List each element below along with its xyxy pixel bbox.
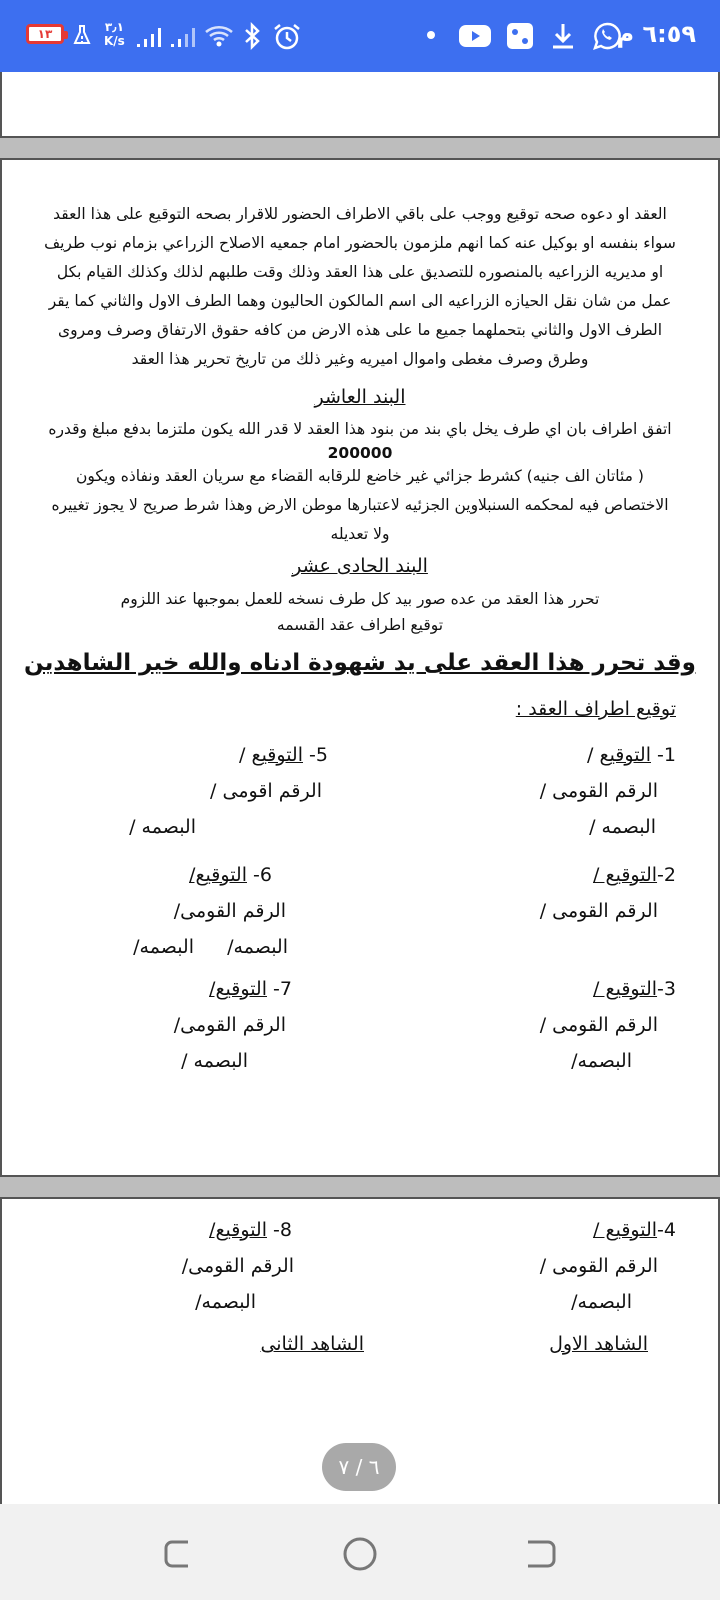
clause-10-text: اتفق اطراف بان اي طرف يخل باي بند من بنود هذا العقد لا قدر الله يكون ملتزما بدفع مبلغ وقدره xyxy=(48,420,672,438)
sig1-number: 1- xyxy=(657,744,676,766)
signature-3 xyxy=(593,978,676,1000)
signature-8 xyxy=(209,1219,292,1241)
sig4-number: 4- xyxy=(657,1219,676,1241)
signatures-title: توقيع اطراف العقد : xyxy=(515,698,676,720)
bluetooth-icon xyxy=(242,22,264,50)
signature-5 xyxy=(239,744,328,766)
sig5-number: 5- xyxy=(309,744,328,766)
sig4-label: التوقيع / xyxy=(593,1219,658,1241)
first-witness: الشاهد الاول xyxy=(549,1333,648,1355)
youtube-icon xyxy=(458,22,492,50)
wifi-icon xyxy=(204,24,236,48)
sig8-label: التوقيع/ xyxy=(209,1219,267,1241)
sig7-label: التوقيع/ xyxy=(209,978,267,1000)
page-indicator: ٦ / ٧ xyxy=(322,1443,396,1491)
sig4-national-id: الرقم القومى / xyxy=(539,1255,658,1277)
clock: ٦:٥٩ م xyxy=(616,20,696,48)
sig7-national-id: الرقم القومى/ xyxy=(173,1014,286,1036)
battery-icon xyxy=(26,24,64,44)
sig6-fingerprint-2: البصمه/ xyxy=(133,936,194,958)
sig5-national-id: الرقم اقومى / xyxy=(210,780,322,802)
clause-10-continuation: ( مئاتان الف جنيه) كشرط جزائي غير خاضع للرقابه القضاء مع سريان العقد ونفاذه ويكون الاختصاص فيه لمحكمه السنبلاوين الجزئيه لاعتبارها موطن الارض وهذا شرط صريح لا يجوز تغييره ولا تعديله xyxy=(51,467,669,543)
signal-icon-2 xyxy=(170,26,198,48)
sig6-label: التوقيع/ xyxy=(189,864,247,886)
recents-icon[interactable] xyxy=(160,1534,200,1574)
contract-paragraph: العقد او دعوه صحه توقيع ووجب على باقي الاطراف الحضور للاقرار بصحه التوقيع على هذا العقد سواء بنفسه او بوكيل عنه كما انهم ملزمون بالحضور امام جمعيه الاصلاح الزراعي بزمام نوب طريف او مديريه الزراعيه بالمنصوره للتصديق على هذا العقد وذلك وقت طلبهم لذلك وكذلك القيام بكل عمل من شان نقل الحيازه الزراعيه الى اسم المالكون الحاليون وهما الطرف الاول والثاني كما يقر الطرف الاول والثاني بتحملهما جميع ما على هذه الارض من كافه حقوق الارتفاق وصرف ومروى وطرق وصرف مغطى واموال اميريه وغير ذلك من تاريخ تحرير هذا العقد xyxy=(44,205,676,368)
dot-icon xyxy=(426,30,436,40)
sig3-fingerprint: البصمه/ xyxy=(571,1050,632,1072)
document-page-5 xyxy=(0,72,720,138)
sig1-fingerprint: البصمه / xyxy=(589,816,656,838)
battery-level: ١٣ xyxy=(37,27,53,41)
signature-2 xyxy=(593,864,676,886)
signature-6 xyxy=(189,864,272,886)
sig6-national-id: الرقم القومى/ xyxy=(173,900,286,922)
sig7-fingerprint: البصمه / xyxy=(181,1050,248,1072)
clause-10-heading: البند العاشر xyxy=(314,386,406,408)
sig2-national-id: الرقم القومى / xyxy=(539,900,658,922)
witness-statement: وقد تحرر هذا العقد على يد شهودة ادناه والله خير الشاهدين xyxy=(24,650,696,676)
sig6-fingerprint: البصمه/ xyxy=(227,936,288,958)
sig6-number: 6- xyxy=(253,864,272,886)
lab-icon xyxy=(72,24,92,46)
document-page-6 xyxy=(0,158,720,1177)
clause-11-heading: البند الحادى عشر xyxy=(292,555,428,577)
sig3-label: التوقيع / xyxy=(593,978,658,1000)
penalty-amount: 200000 xyxy=(327,444,393,462)
sig5-fingerprint: البصمه / xyxy=(129,816,196,838)
navigation-bar xyxy=(0,1504,720,1600)
sig5-slash: / xyxy=(239,744,252,766)
sig5-label: التوقيع xyxy=(251,744,303,766)
signal-icon xyxy=(136,26,164,48)
sig8-number: 8- xyxy=(273,1219,292,1241)
sig8-national-id: الرقم القومى/ xyxy=(181,1255,294,1277)
signature-1 xyxy=(587,744,676,766)
sig2-number: 2- xyxy=(657,864,676,886)
network-speed xyxy=(104,20,125,48)
back-icon[interactable] xyxy=(520,1534,560,1574)
signature-7 xyxy=(209,978,292,1000)
sig3-number: 3- xyxy=(657,978,676,1000)
sig7-number: 7- xyxy=(273,978,292,1000)
sig2-label: التوقيع / xyxy=(593,864,658,886)
sig1-label: التوقيع xyxy=(599,744,651,766)
sig1-slash: / xyxy=(587,744,600,766)
speed-value: ٣٫١ xyxy=(104,20,124,34)
alarm-icon xyxy=(272,22,302,52)
second-witness: الشاهد الثانى xyxy=(260,1333,364,1355)
sig3-national-id: الرقم القومى / xyxy=(539,1014,658,1036)
home-icon[interactable] xyxy=(340,1534,380,1574)
sig8-fingerprint: البصمه/ xyxy=(195,1291,256,1313)
status-bar xyxy=(0,0,720,72)
speed-unit: K/s xyxy=(104,34,125,48)
clause-11-signature-note: توقيع اطراف عقد القسمه xyxy=(276,616,444,634)
app-icon xyxy=(506,22,534,50)
download-icon xyxy=(550,22,576,50)
clause-11-text: تحرر هذا العقد من عده صور بيد كل طرف نسخه للعمل بموجبها عند اللزوم xyxy=(120,590,600,608)
sig1-national-id: الرقم القومى / xyxy=(539,780,658,802)
signature-4 xyxy=(593,1219,676,1241)
sig4-fingerprint: البصمه/ xyxy=(571,1291,632,1313)
